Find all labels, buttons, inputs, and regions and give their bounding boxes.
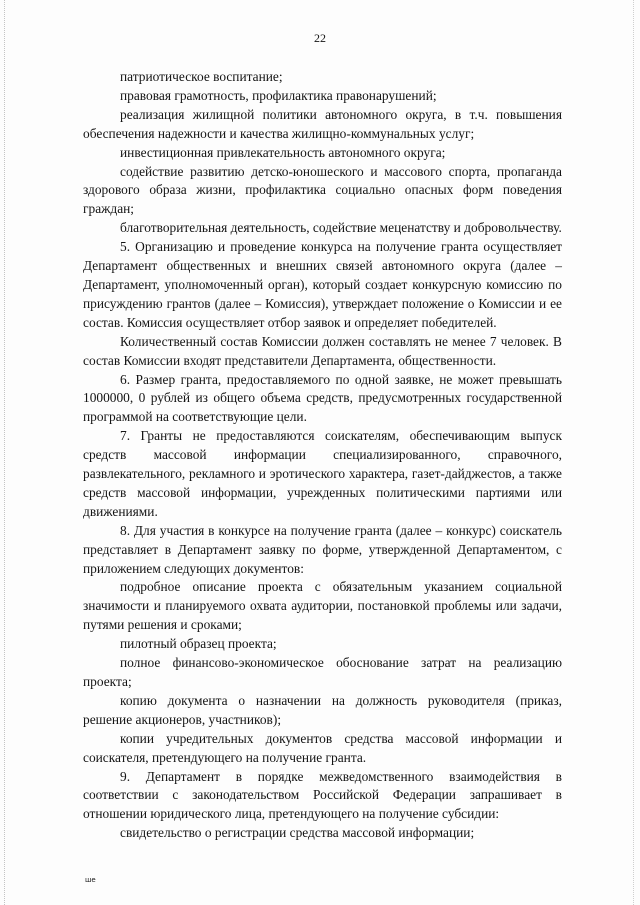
- paragraph: реализация жилищной политики автономного округа, в т.ч. повышения обеспечения надежности и качества жилищно-коммунальных услуг;: [83, 106, 562, 141]
- footer-mark: ше: [85, 876, 96, 884]
- paragraph: 6. Размер гранта, предоставляемого по одной заявке, не может превышать 1000000, 0 рублей из общего объема средств, предусмотренных государственной программой на соответствующие цели.: [83, 371, 562, 425]
- paragraph: подробное описание проекта с обязательным указанием социальной значимости и планируемого охвата аудитории, постановкой проблемы или задачи, путями решения и сроками;: [83, 579, 562, 633]
- paragraph: 7. Гранты не предоставляются соискателям, обеспечивающим выпуск средств массовой информации специализированного, справочного, развлекательного, рекламного и эротического характера, газет-дайджестов, а также средств массовой информации, учрежденных политическими партиями или движениями.: [83, 428, 562, 519]
- paragraph: копию документа о назначении на должность руководителя (приказ, решение акционеров, участников);: [83, 692, 562, 727]
- paragraph: копии учредительных документов средства массовой информации и соискателя, претендующего на получение гранта.: [83, 730, 562, 765]
- scan-edge-right: [631, 0, 634, 905]
- paragraph: инвестиционная привлекательность автономного округа;: [120, 144, 446, 160]
- paragraph: полное финансово-экономическое обоснование затрат на реализацию проекта;: [83, 655, 562, 689]
- paragraph: патриотическое воспитание;: [120, 69, 283, 84]
- paragraph: свидетельство о регистрации средства массовой информации;: [120, 825, 475, 841]
- paragraph: благотворительная деятельность, содействие меценатству и добровольчеству.: [120, 220, 562, 236]
- paragraph: пилотный образец проекта;: [120, 636, 277, 652]
- paragraph: Количественный состав Комиссии должен составлять не менее 7 человек. В состав Комиссии входят представители Департамента, общественности.: [83, 333, 562, 368]
- document-body: [83, 68, 562, 843]
- paragraph: 9. Департамент в порядке межведомственного взаимодействия в соответствии с законодательством Российской Федерации запрашивает в отношении юридического лица, претендующего на получение субсидии:: [83, 768, 562, 822]
- paragraph: 8. Для участия в конкурсе на получение гранта (далее – конкурс) соискатель представляет в Департамент заявку по форме, утвержденной Департаментом, с приложением следующих документов:: [83, 522, 562, 576]
- page-number: 22: [314, 31, 326, 45]
- paragraph: 5. Организацию и проведение конкурса на получение гранта осуществляет Департамент общественных и внешних связей автономного округа (далее – Департамент, уполномоченный орган), который создает конкурсную комиссию по присуждению грантов (далее – Комиссия), утверждает положение о Комиссии и ее состав. Комиссия осуществляет отбор заявок и определяет победителей.: [83, 239, 562, 330]
- paragraph: правовая грамотность, профилактика правонарушений;: [120, 87, 437, 103]
- scan-edge-left: [4, 0, 7, 905]
- paragraph: содействие развитию детско-юношеского и массового спорта, пропаганда здорового образа жизни, профилактика социально опасных форм поведения граждан;: [83, 163, 562, 217]
